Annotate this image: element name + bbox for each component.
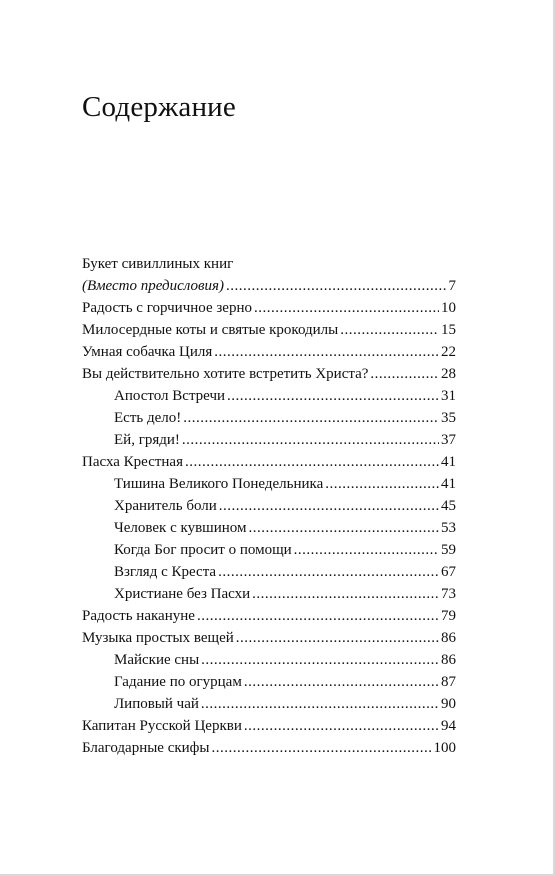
toc-entry[interactable] [82, 605, 456, 627]
toc-entry-title: Радость с горчичное зерно [82, 300, 252, 316]
toc-entry-title: Радость накануне [82, 608, 195, 624]
toc-entry-title: Апостол Встречи [114, 388, 226, 404]
toc-page-number: 35 [441, 410, 456, 426]
toc-entry-title: Умная собачка Циля [82, 344, 213, 360]
toc-page-number: 79 [441, 608, 456, 624]
toc-page-number: 7 [448, 278, 456, 294]
toc-entry-title: Ей, гряди! [114, 432, 180, 448]
toc-entry[interactable] [82, 297, 456, 319]
toc-subentry[interactable] [82, 649, 456, 671]
toc-entry-title: Капитан Русской Церкви [82, 718, 242, 734]
toc-subentry[interactable] [82, 495, 456, 517]
toc-entry-title: Вы действительно хотите встретить Христа? [82, 366, 369, 382]
toc-leader [227, 385, 439, 407]
toc-leader [226, 275, 447, 297]
toc-page-number: 94 [441, 718, 456, 734]
toc-leader [236, 627, 439, 649]
toc-entry[interactable] [82, 275, 456, 297]
toc-entry-title: Взгляд с Креста [114, 564, 217, 580]
toc-leader [197, 605, 439, 627]
toc-entry[interactable] [82, 737, 456, 759]
toc-leader [248, 517, 439, 539]
toc-page-number: 10 [441, 300, 456, 316]
toc-leader [340, 319, 439, 341]
toc-entry-title: Пасха Крестная [82, 454, 183, 470]
toc-subentry[interactable] [82, 517, 456, 539]
toc-entry-title: Тишина Великого Понедельника [114, 476, 324, 492]
toc-page-number: 22 [441, 344, 456, 360]
toc-leader [218, 561, 439, 583]
toc-leader [370, 363, 439, 385]
toc-page-number: 41 [441, 454, 456, 470]
toc-leader [219, 495, 439, 517]
toc-leader [183, 407, 439, 429]
toc-subentry[interactable] [82, 539, 456, 561]
toc-page-number: 53 [441, 520, 456, 536]
toc-leader [211, 737, 431, 759]
toc-subentry[interactable] [82, 693, 456, 715]
toc-leader [244, 671, 439, 693]
toc-entry[interactable] [82, 253, 456, 275]
toc-leader [252, 583, 439, 605]
toc-page-number: 31 [441, 388, 456, 404]
toc-entry-title: (Вместо предисловия) [82, 278, 224, 294]
toc-entry-title: Человек с кувшином [114, 520, 247, 536]
toc-leader [294, 539, 439, 561]
toc-leader [244, 715, 439, 737]
toc-entry[interactable] [82, 341, 456, 363]
toc-entry-title: Музыка простых вещей [82, 630, 234, 646]
toc-page-number: 41 [441, 476, 456, 492]
toc-subentry[interactable] [82, 561, 456, 583]
toc-page-number: 28 [441, 366, 456, 382]
toc-entry-title: Когда Бог просит о помощи [114, 542, 292, 558]
toc-entry-title: Липовый чай [114, 696, 199, 712]
toc-page-number: 15 [441, 322, 456, 338]
toc-entry[interactable] [82, 319, 456, 341]
toc-leader [325, 473, 439, 495]
toc-leader [254, 297, 439, 319]
toc-entry[interactable] [82, 363, 456, 385]
toc-entry[interactable] [82, 715, 456, 737]
toc-leader [182, 429, 439, 451]
toc-entry-title: Христиане без Пасхи [114, 586, 251, 602]
toc-page-number: 100 [433, 740, 456, 756]
toc-subentry[interactable] [82, 473, 456, 495]
toc-entry[interactable] [82, 451, 456, 473]
toc-page-number: 86 [441, 630, 456, 646]
toc-subentry[interactable] [82, 671, 456, 693]
toc-leader [214, 341, 439, 363]
toc-page-number: 73 [441, 586, 456, 602]
toc-page-number: 45 [441, 498, 456, 514]
toc-page-number: 90 [441, 696, 456, 712]
toc-subentry[interactable] [82, 429, 456, 451]
toc-leader [201, 649, 439, 671]
toc-entry-title: Майские сны [114, 652, 200, 668]
toc-page-number: 67 [441, 564, 456, 580]
toc-entry-title: Благодарные скифы [82, 740, 210, 756]
toc-page-number: 37 [441, 432, 456, 448]
toc-leader [201, 693, 439, 715]
toc-entry-title: Милосердные коты и святые крокодилы [82, 322, 339, 338]
toc-page-number: 86 [441, 652, 456, 668]
toc-entry-title: Хранитель боли [114, 498, 217, 514]
toc-entry-title: Букет сивиллиных книг [82, 256, 234, 272]
toc-subentry[interactable] [82, 407, 456, 429]
toc-entry[interactable] [82, 627, 456, 649]
toc-entry-title: Гадание по огурцам [114, 674, 242, 690]
toc-subentry[interactable] [82, 385, 456, 407]
toc-subentry[interactable] [82, 583, 456, 605]
table-of-contents [82, 253, 456, 759]
toc-entry-title: Есть дело! [114, 410, 182, 426]
toc-page-number: 59 [441, 542, 456, 558]
toc-leader [185, 451, 439, 473]
toc-page-number: 87 [441, 674, 456, 690]
page-title: Содержание [82, 91, 236, 123]
